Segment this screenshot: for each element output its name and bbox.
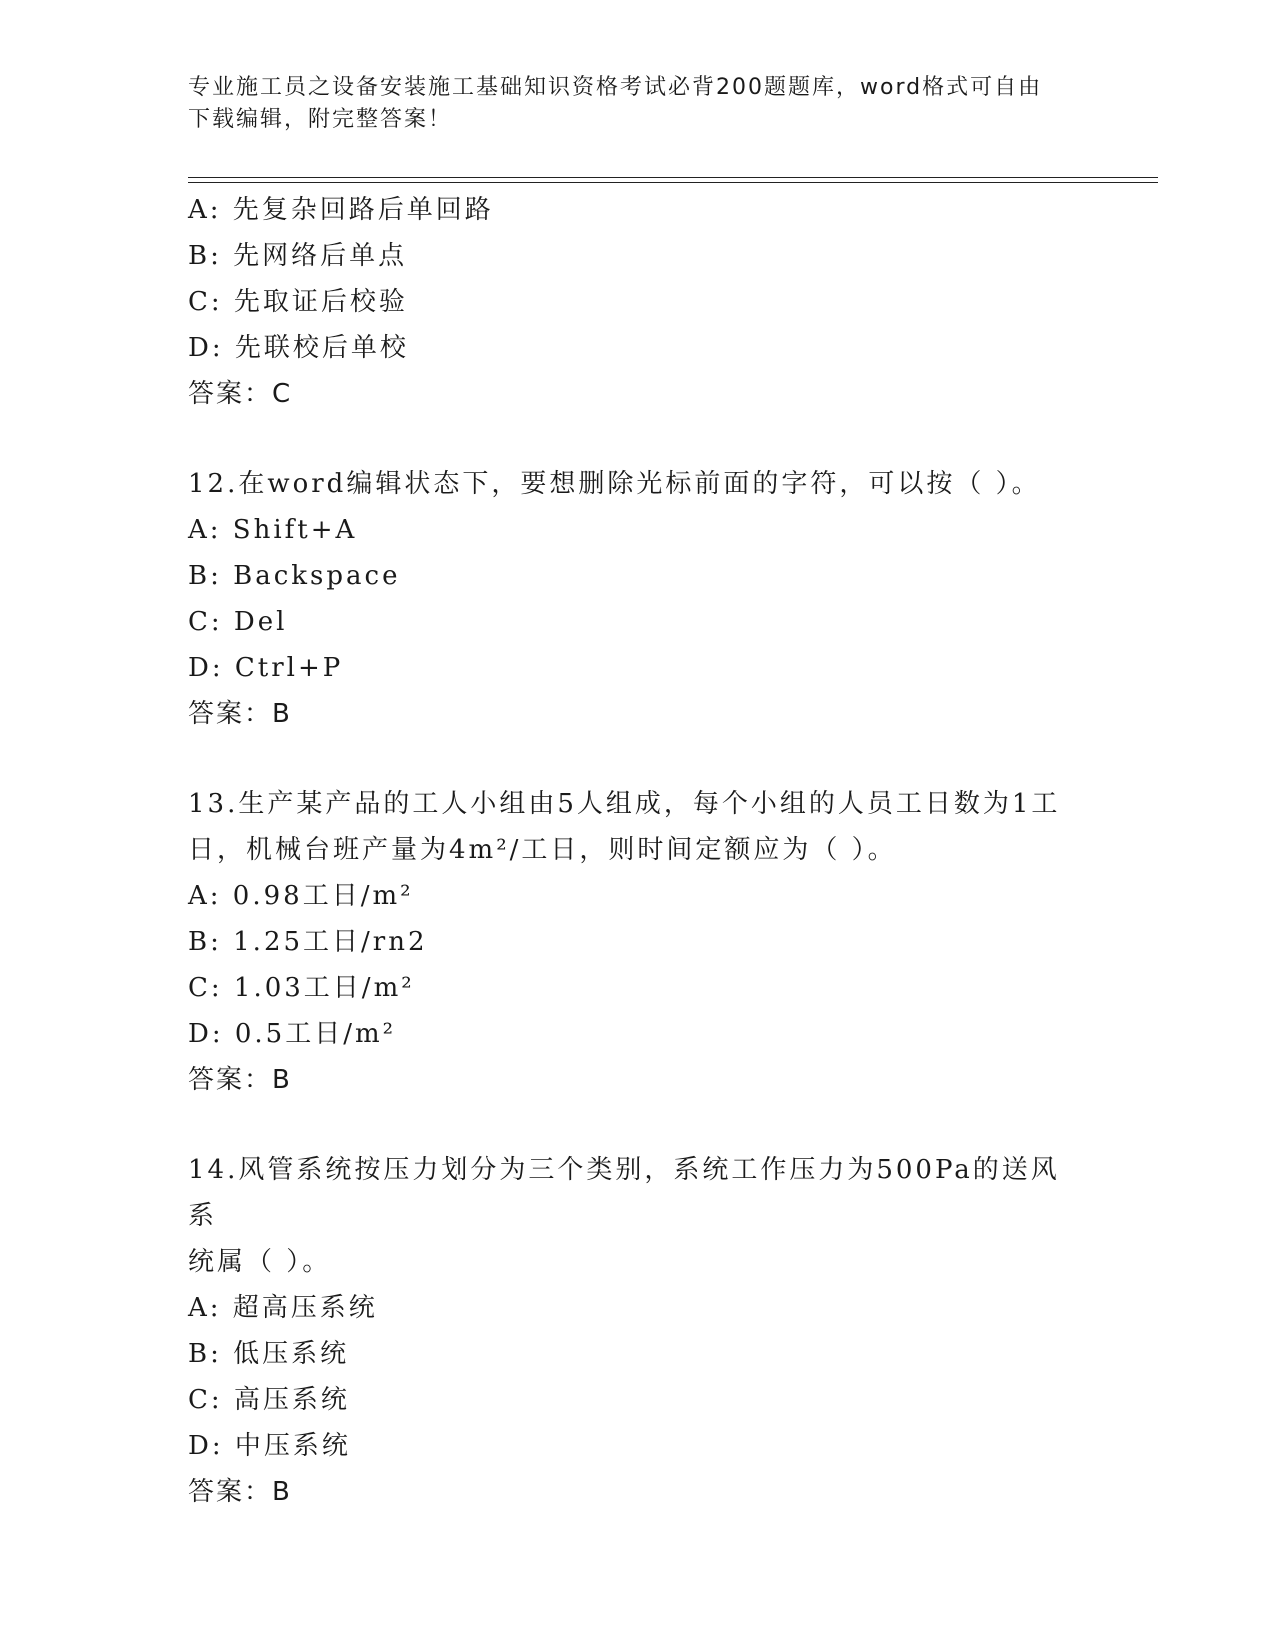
option-a: A: 0.98工日/m² [188,881,414,911]
option-d: D: 中压系统 [188,1431,351,1461]
question-12 [188,461,1088,737]
option-a: A: 超高压系统 [188,1293,378,1323]
option-b: B: 低压系统 [188,1339,350,1369]
question-11 [188,187,1088,417]
answer-line: 答案：C [188,379,293,409]
option-b: B: Backspace [188,561,401,591]
header-divider-bottom [188,182,1158,183]
option-c: C: 1.03工日/m² [188,973,415,1003]
option-b: B: 1.25工日/rn2 [188,927,428,957]
option-c: C: 先取证后校验 [188,287,408,317]
question-list [188,187,1088,1515]
spacer [188,417,1088,461]
document-header [188,72,1068,136]
question-stem-line-2: 统属（ ）。 [188,1247,332,1277]
option-a: A: 先复杂回路后单回路 [188,195,494,225]
header-divider-top [188,177,1158,178]
header-line-1: 专业施工员之设备安装施工基础知识资格考试必背200题题库，word格式可自由 [188,75,1043,100]
spacer [188,737,1088,781]
question-stem: 12.在word编辑状态下，要想删除光标前面的字符，可以按（ ）。 [188,469,1041,499]
answer-line: 答案：B [188,1477,292,1507]
question-stem-line-1: 13.生产某产品的工人小组由5人组成，每个小组的人员工日数为1工 [188,789,1061,819]
option-d: D: 0.5工日/m² [188,1019,397,1049]
question-14 [188,1147,1088,1515]
question-stem-line-2: 日，机械台班产量为4m²/工日，则时间定额应为（ ）。 [188,835,897,865]
option-c: C: Del [188,607,288,637]
question-stem-line-1: 14.风管系统按压力划分为三个类别，系统工作压力为500Pa的送风系 [188,1155,1060,1231]
option-d: D: Ctrl+P [188,653,344,683]
question-13 [188,781,1088,1103]
spacer [188,1103,1088,1147]
option-c: C: 高压系统 [188,1385,350,1415]
option-b: B: 先网络后单点 [188,241,408,271]
answer-line: 答案：B [188,1065,292,1095]
header-line-2: 下载编辑，附完整答案！ [188,107,453,132]
answer-line: 答案：B [188,699,292,729]
option-a: A: Shift+A [188,515,358,545]
option-d: D: 先联校后单校 [188,333,409,363]
